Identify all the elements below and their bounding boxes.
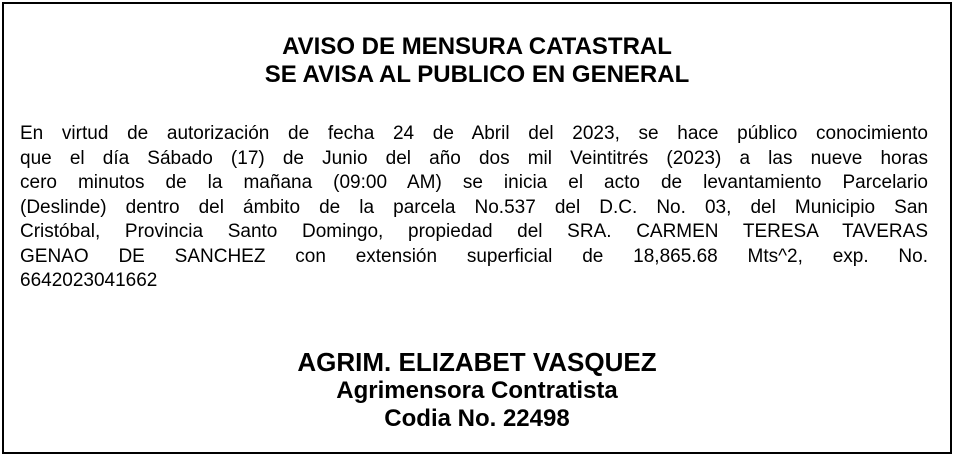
notice-subtitle: SE AVISA AL PUBLICO EN GENERAL — [264, 61, 690, 88]
body-line: que el día Sábado (17) de Junio del año dos mil Veintitrés (2023) a las nueve horas — [20, 147, 928, 169]
body-line: En virtud de autorización de fecha 24 de Abril del 2023, se hace público conocimiento — [20, 123, 928, 144]
signature-role: Agrimensora Contratista — [336, 377, 618, 404]
body-line: cero minutos de la mañana (09:00 AM) se inicia el acto de levantamiento Parcelario — [20, 172, 928, 193]
notice-body — [20, 122, 928, 294]
body-line: 6642023041662 — [20, 270, 158, 291]
notice-frame — [2, 2, 952, 454]
signature-codia: Codia No. 22498 — [384, 405, 570, 432]
body-line: GENAO DE SANCHEZ con extensión superficial de 18,865.68 Mts^2, exp. No. — [20, 245, 928, 267]
body-line: (Deslinde) dentro del ámbito de la parcela No.537 del D.C. No. 03, del Municipio San — [20, 196, 928, 218]
body-line: Cristóbal, Provincia Santo Domingo, propiedad del SRA. CARMEN TERESA TAVERAS — [20, 221, 928, 242]
signature-name: AGRIM. ELIZABET VASQUEZ — [297, 347, 657, 377]
notice-title: AVISO DE MENSURA CATASTRAL — [282, 33, 672, 60]
